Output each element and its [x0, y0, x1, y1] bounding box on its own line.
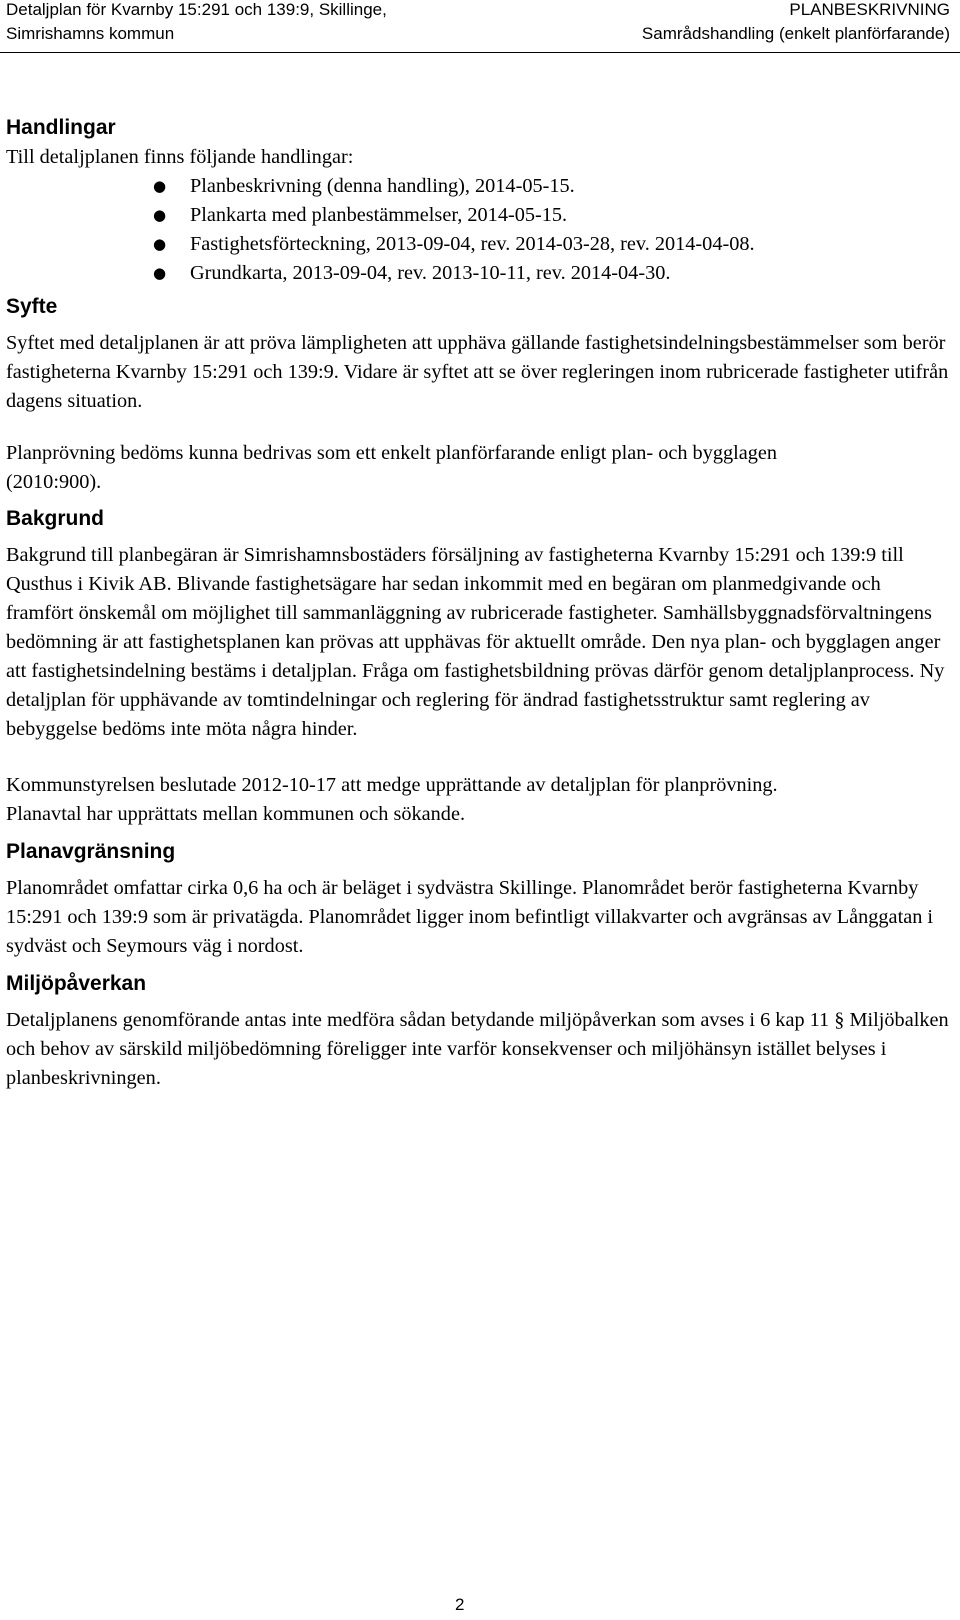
page-number: 2 [455, 1595, 465, 1614]
list-item-text: Fastighetsförteckning, 2013-09-04, rev. 2014-03-28, rev. 2014-04-08. [190, 233, 755, 255]
list-item-text: Plankarta med planbestämmelser, 2014-05-15. [190, 204, 568, 226]
heading-miljopaverkan: Miljöpåverkan [6, 972, 147, 995]
list-item [6, 230, 830, 259]
heading-bakgrund: Bakgrund [6, 507, 105, 530]
handlingar-intro: Till detaljplanen finns följande handlingar: [6, 146, 354, 168]
section-syfte [6, 293, 956, 497]
page-header [0, 0, 960, 52]
bakgrund-paragraph: Bakgrund till planbegäran är Simrishamnsbostäders försäljning av fastigheterna Kvarnby 15:291 och 139:9 till Qusthus i Kivik AB. Blivande fastighetsägare har sedan inkommit med en begäran om planmedgivande och framfört önskemål om möjlighet till sammanläggning av rubricerade fastigheter. Samhällsbyggnadsförvaltningens bedömning är att fastighetsplanen kan prövas att upphävas för aktuellt område. Den nya plan- och bygglagen anger att fastighetsindelning bestäms i detaljplan. Fråga om fastighetsbildning prövas därför genom detaljplanprocess. Ny detaljplan för upphävande av tomtindelningar och reglering för ändrad fastighetsstruktur samt reglering av bebyggelse bedöms inte möta några hinder. [6, 544, 945, 740]
header-document-type: PLANBESKRIVNING [789, 0, 950, 19]
list-item [6, 172, 830, 201]
section-bakgrund [6, 505, 956, 829]
header-document-status: Samrådshandling (enkelt planförfarande) [641, 24, 950, 43]
document-list [6, 172, 956, 288]
heading-planavgransning: Planavgränsning [6, 840, 176, 863]
syfte-paragraph: Planprövning bedöms kunna bedrivas som ett enkelt planförfarande enligt plan- och bygglagen (2010:900). [6, 442, 778, 493]
list-item [6, 201, 830, 230]
planavgransning-paragraph: Planområdet omfattar cirka 0,6 ha och är beläget i sydvästra Skillinge. Planområdet berör fastigheterna Kvarnby 15:291 och 139:9 som är privatägda. Planområdet ligger inom befintligt villakvarter och avgränsas av Långgatan i sydväst och Seymours väg i nordost. [6, 877, 934, 957]
document-body [6, 114, 956, 1093]
bullet-icon: ● [153, 235, 167, 253]
bullet-icon: ● [153, 177, 167, 195]
bullet-icon: ● [153, 206, 167, 224]
heading-syfte: Syfte [6, 295, 58, 318]
section-handlingar [6, 114, 956, 288]
syfte-paragraph: Syftet med detaljplanen är att pröva lämpligheten att upphäva gällande fastighetsindelningsbestämmelser som berör fastigheterna Kvarnby 15:291 och 139:9. Vidare är syftet att se över regleringen inom rubricerade fastigheter utifrån dagens situation. [6, 332, 949, 412]
list-item [6, 259, 830, 288]
list-item-text: Planbeskrivning (denna handling), 2014-05-15. [190, 175, 575, 197]
heading-handlingar: Handlingar [6, 116, 116, 139]
bakgrund-paragraph: Kommunstyrelsen beslutade 2012-10-17 att medge upprättande av detaljplan för planprövning. Planavtal har upprättats mellan kommunen och sökande. [6, 774, 778, 825]
header-left [6, 0, 387, 46]
miljopaverkan-paragraph: Detaljplanens genomförande antas inte medföra sådan betydande miljöpåverkan som avses i 6 kap 11 § Miljöbalken och behov av särskild miljöbedömning föreligger inte varför konsekvenser och miljöhänsyn istället belyses i planbeskrivningen. [6, 1009, 949, 1089]
section-planavgransning [6, 838, 956, 961]
bullet-icon: ● [153, 264, 167, 282]
header-right [642, 0, 950, 46]
section-miljopaverkan [6, 970, 956, 1093]
header-plan-title: Detaljplan för Kvarnby 15:291 och 139:9, Skillinge, [6, 0, 387, 19]
header-municipality: Simrishamns kommun [6, 24, 175, 43]
header-divider [0, 52, 960, 53]
list-item-text: Grundkarta, 2013-09-04, rev. 2013-10-11, rev. 2014-04-30. [190, 262, 671, 284]
